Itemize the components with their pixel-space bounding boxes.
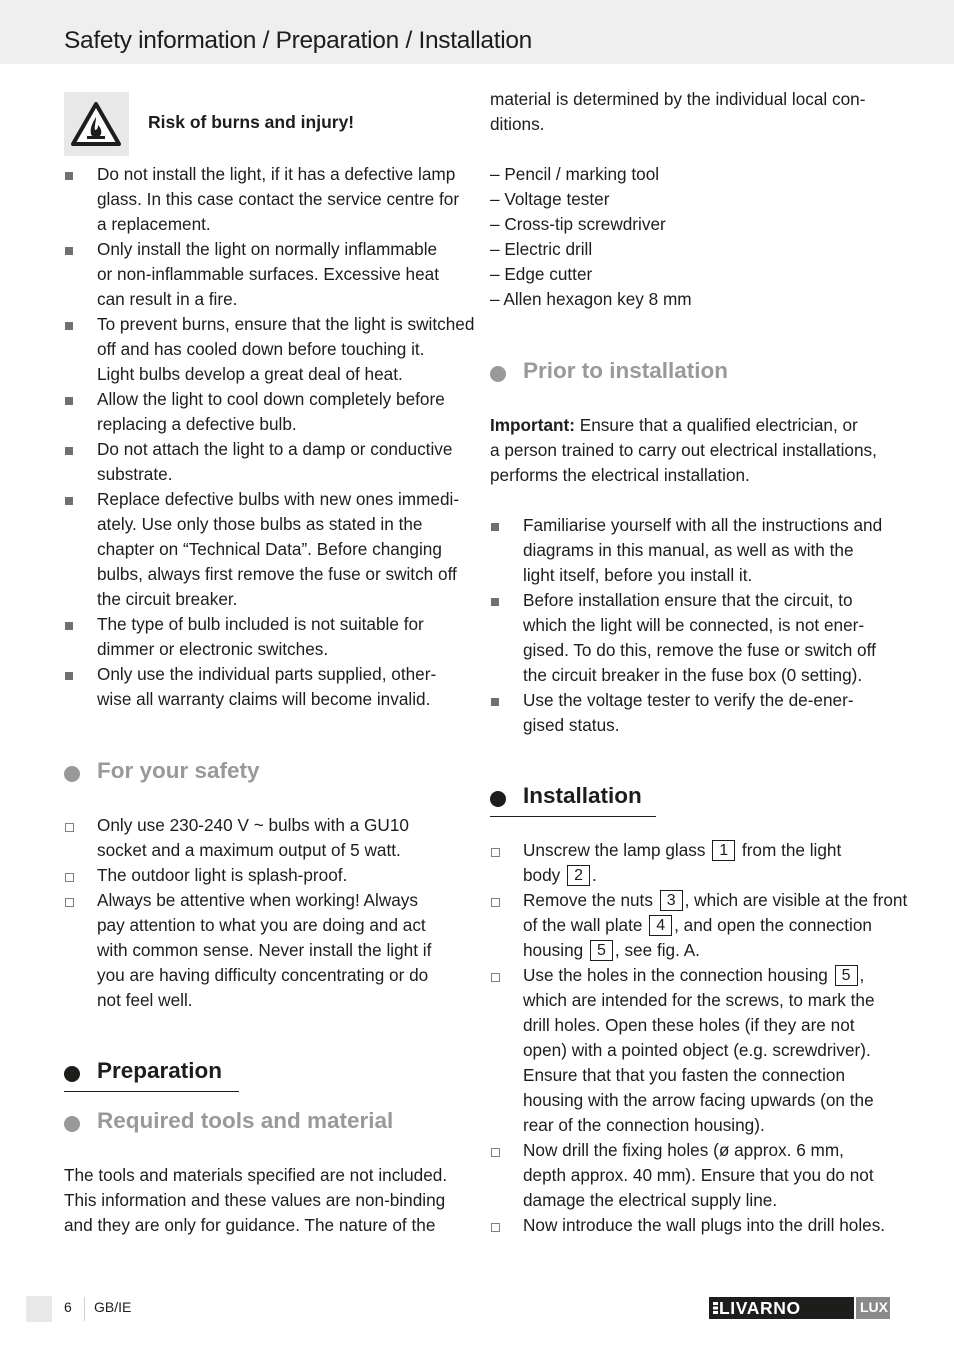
safety-bullet-line: Do not install the light, if it has a defective lamp (97, 164, 456, 184)
safety-bullet-line: off and has cooled down before touching it. (97, 339, 425, 359)
prior-bullet-line: gised. To do this, remove the fuse or switch off (523, 640, 876, 660)
tools-paragraph-line: The tools and materials specified are not included. (64, 1165, 448, 1185)
tools-paragraph-line: ditions. (490, 114, 545, 134)
install-step-1-line: body 2 . (523, 865, 597, 885)
tool-item: – Voltage tester (490, 189, 610, 209)
install-step-4-line: depth approx. 40 mm). Ensure that you do not (523, 1165, 874, 1185)
install-step-3-line: Ensure that that you fasten the connection (523, 1065, 846, 1085)
list-bullet (491, 1223, 500, 1232)
prior-bullet-line: diagrams in this manual, as well as with the (523, 540, 854, 560)
prior-bullet-line: which the light will be connected, is not ener- (523, 615, 865, 635)
safety-bullet-line: substrate. (97, 464, 173, 484)
prior-bullet-line: gised status. (523, 715, 620, 735)
safety-bullet-line: Light bulbs develop a great deal of heat. (97, 364, 403, 384)
warning-text: Risk of burns and injury! (148, 112, 355, 132)
part-ref: 2 (567, 865, 590, 886)
list-bullet (491, 848, 500, 857)
prior-bullet-line: Before installation ensure that the circuit, to (523, 590, 853, 610)
list-bullet (65, 322, 73, 330)
logo-main-block (709, 1297, 854, 1319)
safety-note-line: Always be attentive when working! Always (97, 890, 418, 910)
install-step-3-line: rear of the connection housing). (523, 1115, 765, 1135)
safety-bullet-line: the circuit breaker. (97, 589, 238, 609)
heading-dot (64, 1066, 80, 1082)
livarno-lux-logo (709, 1297, 890, 1319)
safety-bullet-line: dimmer or electronic switches. (97, 639, 329, 659)
prior-bullet-line: Familiarise yourself with all the instructions and (523, 515, 883, 535)
list-bullet (491, 698, 499, 706)
safety-bullet-line: bulbs, always first remove the fuse or switch off (97, 564, 457, 584)
important-text: performs the electrical installation. (490, 465, 750, 485)
list-bullet (491, 523, 499, 531)
part-ref: 3 (660, 890, 683, 911)
list-bullet (65, 397, 73, 405)
safety-bullet-line: replacing a defective bulb. (97, 414, 297, 434)
prior-bullet-line: the circuit breaker in the fuse box (0 setting). (523, 665, 863, 685)
tool-item: – Allen hexagon key 8 mm (490, 289, 692, 309)
safety-bullet-line: Allow the light to cool down completely before (97, 389, 445, 409)
tools-paragraph-line: This information and these values are non-binding (64, 1190, 446, 1210)
heading-dot (64, 1116, 80, 1132)
logo-sub-block (856, 1297, 890, 1319)
list-bullet (65, 898, 74, 907)
important-text: a person trained to carry out electrical installations, (490, 440, 877, 460)
tools-paragraph-line: and they are only for guidance. The nature of the (64, 1215, 436, 1235)
footer-marker (26, 1296, 52, 1322)
safety-note-line: socket and a maximum output of 5 watt. (97, 840, 401, 860)
install-step-3-line: housing with the arrow facing upwards (on the (523, 1090, 874, 1110)
list-bullet (491, 1148, 500, 1157)
part-ref: 5 (835, 965, 858, 986)
list-bullet (65, 873, 74, 882)
safety-note-line: pay attention to what you are doing and act (97, 915, 426, 935)
install-step-2-line: housing 5 , see fig. A. (523, 940, 700, 960)
list-bullet (65, 672, 73, 680)
list-bullet (491, 973, 500, 982)
safety-bullet-line: Replace defective bulbs with new ones immedi- (97, 489, 460, 509)
part-ref: 1 (712, 840, 735, 861)
install-step-3-line: Use the holes in the connection housing 5 , (523, 965, 865, 985)
list-bullet (65, 172, 73, 180)
safety-bullet-line: Only install the light on normally inflammable (97, 239, 438, 259)
install-step-3-line: open) with a pointed object (e.g. screwdriver). (523, 1040, 871, 1060)
install-step-2-line: of the wall plate 4 , and open the connection (523, 915, 872, 935)
list-bullet (65, 247, 73, 255)
tool-item: – Cross-tip screwdriver (490, 214, 666, 234)
safety-bullet-line: or non-inflammable surfaces. Excessive heat (97, 264, 439, 284)
part-ref: 4 (649, 915, 672, 936)
safety-bullet-line: ately. Use only those bulbs as stated in the (97, 514, 423, 534)
install-step-4-line: Now drill the fixing holes (ø approx. 6 mm, (523, 1140, 844, 1160)
safety-bullet-line: can result in a fire. (97, 289, 238, 309)
safety-bullet-line: chapter on “Technical Data”. Before changing (97, 539, 442, 559)
safety-bullet-line: Only use the individual parts supplied, other- (97, 664, 437, 684)
prior-bullet-line: light itself, before you install it. (523, 565, 753, 585)
important-text: Ensure that a qualified electrician, or (574, 415, 858, 435)
tool-item: – Edge cutter (490, 264, 593, 284)
safety-bullet-line: a replacement. (97, 214, 211, 234)
heading-dot (490, 791, 506, 807)
install-step-5-line: Now introduce the wall plugs into the drill holes. (523, 1215, 886, 1235)
list-bullet (65, 823, 74, 832)
safety-bullet-line: To prevent burns, ensure that the light is switched (97, 314, 475, 334)
safety-note-line: The outdoor light is splash-proof. (97, 865, 348, 885)
install-step-2-line: Remove the nuts 3 , which are visible at the front (523, 890, 908, 910)
language-code: GB/IE (94, 1299, 132, 1315)
fire-warning-triangle-icon (64, 92, 129, 156)
install-step-1-line: Unscrew the lamp glass 1 from the light (523, 840, 842, 860)
install-step-3-line: which are intended for the screws, to mark the (523, 990, 875, 1010)
logo-bars-icon (713, 1302, 718, 1314)
important-label: Important: (490, 415, 575, 435)
page-number: 6 (64, 1299, 72, 1315)
install-step-4-line: damage the electrical supply line. (523, 1190, 778, 1210)
footer-divider (84, 1297, 85, 1321)
logo-sub-text: LUX (860, 1299, 888, 1315)
heading-underline (64, 1091, 239, 1092)
safety-note-line: you are having difficulty concentrating or do (97, 965, 429, 985)
list-bullet (65, 622, 73, 630)
list-bullet (65, 497, 73, 505)
safety-note-line: not feel well. (97, 990, 193, 1010)
list-bullet (65, 447, 73, 455)
part-ref: 5 (590, 940, 613, 961)
heading-dot (64, 766, 80, 782)
important-line (490, 413, 858, 438)
install-step-3-line: drill holes. Open these holes (if they are not (523, 1015, 855, 1035)
safety-bullet-line: wise all warranty claims will become invalid. (97, 689, 431, 709)
tools-paragraph-line: material is determined by the individual local con- (490, 89, 866, 109)
heading-underline (490, 816, 656, 817)
tool-item: – Pencil / marking tool (490, 164, 660, 184)
list-bullet (491, 598, 499, 606)
logo-main-text: LIVARNO (719, 1298, 801, 1318)
safety-bullet-line: glass. In this case contact the service centre for (97, 189, 460, 209)
safety-note-line: with common sense. Never install the light if (97, 940, 432, 960)
page-title: Safety information / Preparation / Installation (64, 27, 532, 54)
tool-item: – Electric drill (490, 239, 593, 259)
safety-bullet-line: Do not attach the light to a damp or conductive (97, 439, 453, 459)
safety-bullet-line: The type of bulb included is not suitable for (97, 614, 424, 634)
prior-bullet-line: Use the voltage tester to verify the de-ener- (523, 690, 854, 710)
warning-box (64, 92, 129, 156)
safety-note-line: Only use 230-240 V ~ bulbs with a GU10 (97, 815, 409, 835)
heading-dot (490, 366, 506, 382)
list-bullet (491, 898, 500, 907)
